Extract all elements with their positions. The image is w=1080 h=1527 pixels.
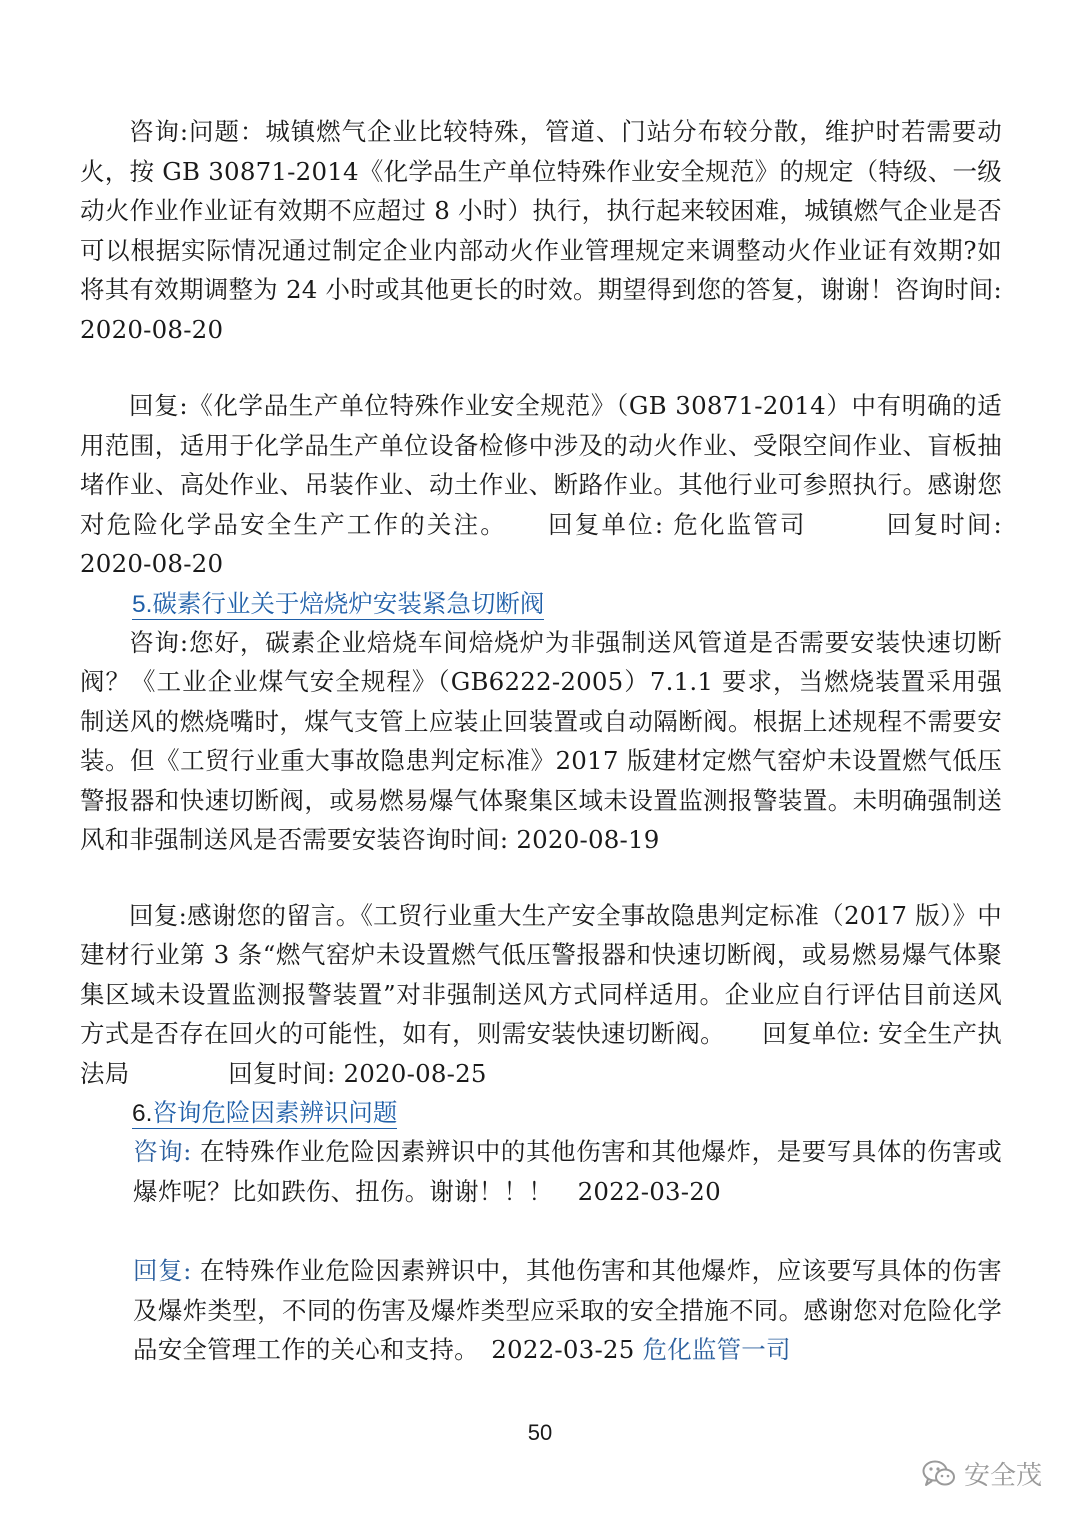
section5-number: 5. bbox=[132, 590, 153, 618]
section6-number: 6. bbox=[132, 1100, 153, 1127]
watermark bbox=[922, 1455, 1042, 1492]
watermark-text: 安全茂 bbox=[963, 1461, 1042, 1491]
wechat-icon bbox=[922, 1460, 956, 1488]
section5-heading-link[interactable] bbox=[132, 589, 544, 620]
section6-reply-text: 在特殊作业危险因素辨识中，其他伤害和其他爆炸，应该要写具体的伤害及爆炸类型，不同的伤害及爆炸类型应采取的安全措施不同。感谢您对危险化学品安全管理工作的关心和支持。 2022-03-25 bbox=[133, 1256, 1002, 1364]
page-number: 50 bbox=[527, 1420, 553, 1445]
section5-heading[interactable] bbox=[80, 584, 1002, 623]
section6-question-text: 在特殊作业危险因素辨识中的其他伤害和其他爆炸，是要写具体的伤害或爆炸呢？比如跌伤、扭伤。谢谢！！！ 2022-03-20 bbox=[133, 1137, 1002, 1206]
section6-question bbox=[80, 1132, 1002, 1211]
q4-question: 咨询:问题：城镇燃气企业比较特殊，管道、门站分布较分散，维护时若需要动火，按 GB 30871-2014《化学品生产单位特殊作业安全规范》的规定（特级、一级动火作业作业证有效期不应超过 8 小时）执行，执行起来较困难，城镇燃气企业是否可以根据实际情况通过制定企业内部动火作业管理规定来调整动火作业证有效期?如将其有效期调整为 24 小时或其他更长的时效。期望得到您的答复，谢谢！咨询时间: 2020-08-20 bbox=[80, 117, 1002, 344]
section5-question: 咨询:您好，碳素企业焙烧车间焙烧炉为非强制送风管道是否需要安装快速切断阀？《工业企业煤气安全规程》（GB6222-2005）7.1.1 要求，当燃烧装置采用强制送风的燃烧嘴时，煤气支管上应装止回装置或自动隔断阀。根据上述规程不需要安装。但《工贸行业重大事故隐患判定标准》2017 版建材定燃气窑炉未设置燃气低压警报器和快速切断阀，或易燃易爆气体聚集区域未设置监测报警装置。未明确强制送风和非强制送风是否需要安装咨询时间: 2020-08-19 bbox=[80, 627, 1002, 854]
section5-reply: 回复:感谢您的留言。《工贸行业重大生产安全事故隐患判定标准（2017 版）》中建材行业第 3 条“燃气窑炉未设置燃气低压警报器和快速切断阀，或易燃易爆气体聚集区域未设置监测报警装置”对非强制送风方式同样适用。企业应自行评估目前送风方式是否存在回火的可能性，如有，则需安装快速切断阀。 回复单位: 安全生产执法局 回复时间: 2020-08-25 bbox=[80, 900, 1002, 1088]
document-page bbox=[80, 112, 1002, 1370]
section6-reply-unit: 危化监管一司 bbox=[642, 1335, 791, 1364]
section6-reply-label: 回复: bbox=[133, 1256, 192, 1285]
section6-reply bbox=[80, 1251, 1002, 1370]
section6-heading[interactable] bbox=[80, 1093, 1002, 1132]
section5-title: 碳素行业关于焙烧炉安装紧急切断阀 bbox=[152, 588, 545, 618]
section6-question-label: 咨询: bbox=[133, 1137, 192, 1166]
section6-title: 咨询危险因素辨识问题 bbox=[152, 1098, 398, 1127]
section6-heading-link[interactable] bbox=[132, 1098, 397, 1129]
q4-reply: 回复:《化学品生产单位特殊作业安全规范》（GB 30871-2014）中有明确的适用范围，适用于化学品生产单位设备检修中涉及的动火作业、受限空间作业、盲板抽堵作业、高处作业、吊装作业、动土作业、断路作业。其他行业可参照执行。感谢您对危险化学品安全生产工作的关注。 回复单位: 危化监管司 回复时间: 2020-08-20 bbox=[80, 391, 1002, 578]
